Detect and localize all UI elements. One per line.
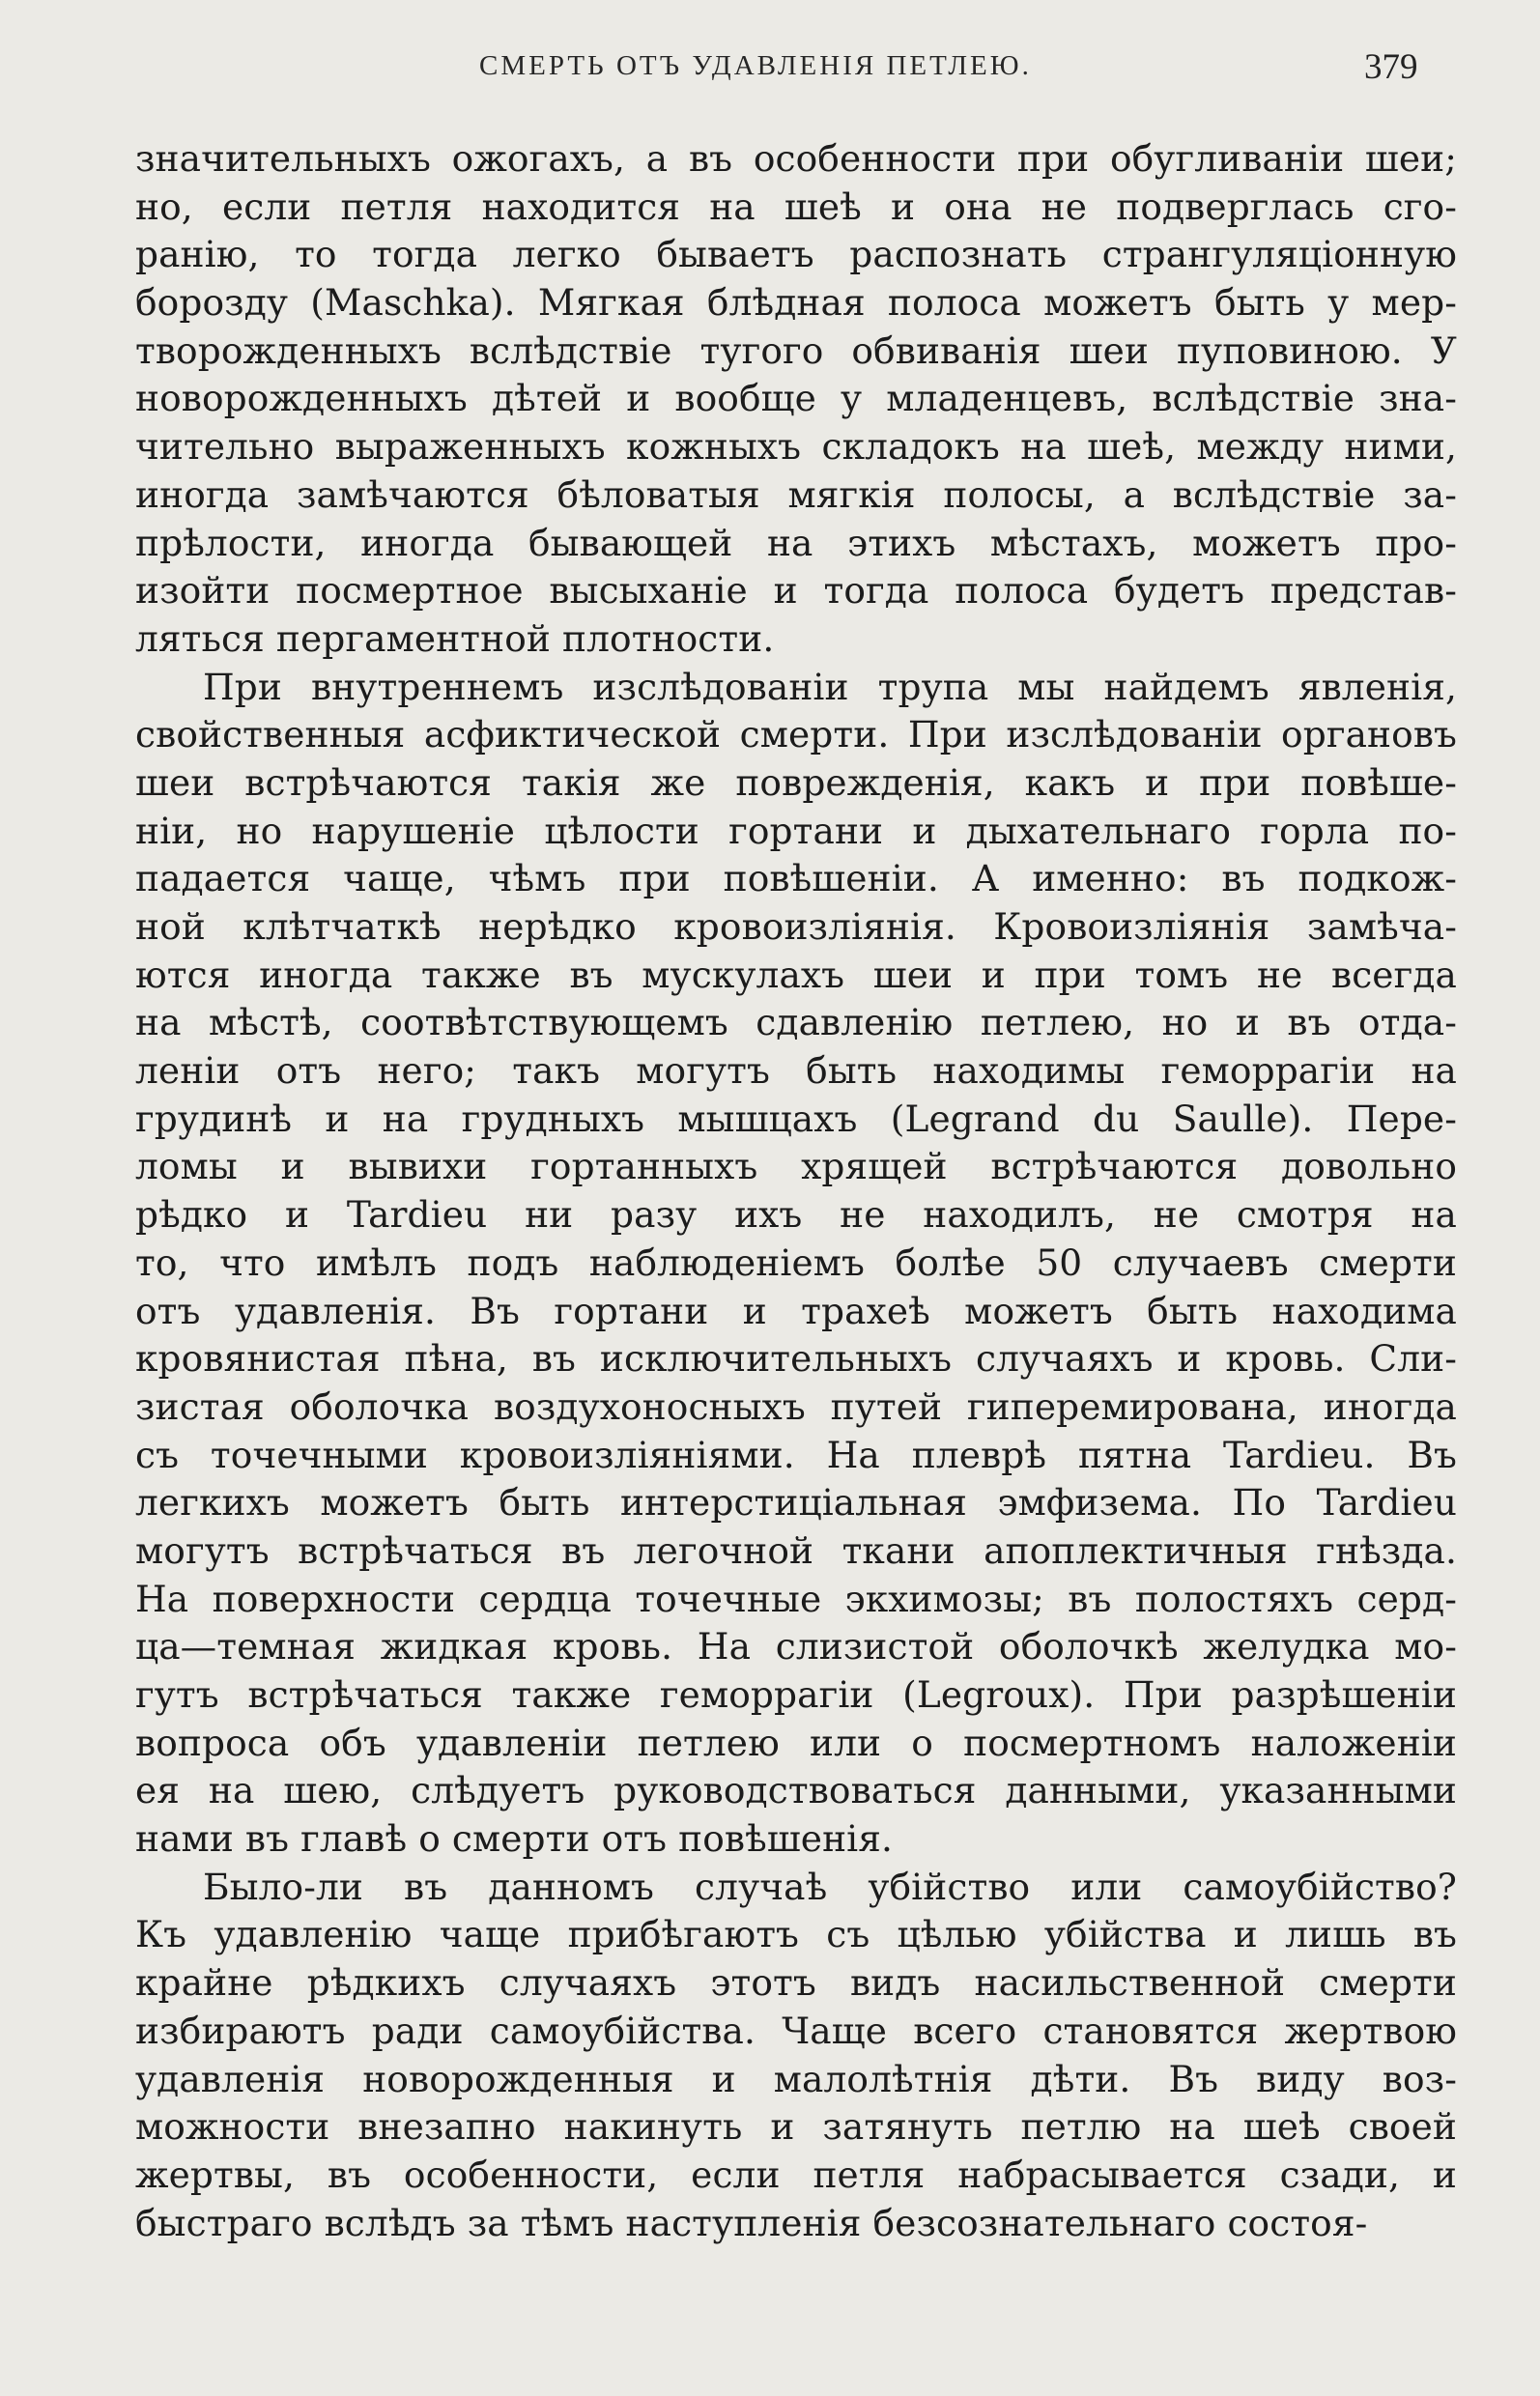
text-line: гутъ встрѣчаться также геморрагіи (Legroux). При разрѣшеніи [135, 1673, 1457, 1716]
text-line: рѣдко и Tardieu ни разу ихъ не находилъ, не смотря на [135, 1193, 1457, 1237]
text-line: жертвы, въ особенности, если петля набрасывается сзади, и [135, 2153, 1457, 2196]
text-line: то, что имѣлъ подъ наблюденіемъ болѣе 50 случаевъ смерти [135, 1241, 1457, 1284]
text-line: но, если петля находится на шеѣ и она не подверглась сго- [135, 185, 1457, 228]
text-line: На поверхности сердца точечные экхимозы; въ полостяхъ серд- [135, 1577, 1457, 1620]
text-line: шеи встрѣчаются такія же поврежденія, какъ и при повѣше- [135, 760, 1457, 804]
text-line: иногда замѣчаются бѣловатыя мягкія полосы, а вслѣдствіе за- [135, 472, 1457, 516]
text-line: ной клѣтчаткѣ нерѣдко кровоизліянія. Кровоизліянія замѣча- [135, 905, 1457, 948]
running-head-title: СМЕРТЬ ОТЪ УДАВЛЕНІЯ ПЕТЛЕЮ. [479, 50, 1032, 81]
running-head [0, 46, 1540, 95]
text-line: ца—темная жидкая кровь. На слизистой оболочкѣ желудка мо- [135, 1625, 1457, 1669]
text-line: значительныхъ ожогахъ, а въ особенности при обугливаніи шеи; [135, 137, 1457, 180]
page-number: 379 [1364, 47, 1418, 87]
text-line: ранію, то тогда легко бываетъ распознать странгуляціонную [135, 233, 1457, 276]
paragraph [135, 1864, 1457, 2248]
text-line: Къ удавленію чаще прибѣгаютъ съ цѣлью убійства и лишь въ [135, 1913, 1457, 1956]
text-line: чительно выраженныхъ кожныхъ складокъ на шеѣ, между ними, [135, 425, 1457, 469]
text-line: леніи отъ него; такъ могутъ быть находимы геморрагіи на [135, 1049, 1457, 1093]
text-line: новорожденныхъ дѣтей и вообще у младенцевъ, вслѣдствіе зна- [135, 377, 1457, 420]
text-line: грудинѣ и на грудныхъ мышцахъ (Legrand du Saulle). Пере- [135, 1097, 1457, 1140]
text-line: ляться пергаментной плотности. [135, 616, 775, 660]
text-line: борозду (Maschka). Мягкая блѣдная полоса можетъ быть у мер- [135, 281, 1457, 325]
text-line: кровянистая пѣна, въ исключительныхъ случаяхъ и кровь. Сли- [135, 1337, 1457, 1381]
text-line: съ точечными кровоизліяніями. На плеврѣ пятна Tardieu. Въ [135, 1433, 1457, 1476]
text-line: ея на шею, слѣдуетъ руководствоваться данными, указанными [135, 1769, 1457, 1812]
text-line: свойственныя асфиктической смерти. При изслѣдованіи органовъ [135, 713, 1457, 756]
text-line: удавленія новорожденныя и малолѣтнія дѣти. Въ виду воз- [135, 2057, 1457, 2100]
text-line: ломы и вывихи гортанныхъ хрящей встрѣчаются довольно [135, 1145, 1457, 1188]
text-line: ются иногда также въ мускулахъ шеи и при томъ не всегда [135, 953, 1457, 996]
text-line: легкихъ можетъ быть интерстиціальная эмфизема. По Tardieu [135, 1481, 1457, 1525]
paragraph [135, 135, 1457, 664]
text-line: творожденныхъ вслѣдствіе тугого обвиванія шеи пуповиною. У [135, 328, 1457, 372]
text-line: избираютъ ради самоубійства. Чаще всего становятся жертвою [135, 2009, 1457, 2052]
text-line: зистая оболочка воздухоносныхъ путей гиперемирована, иногда [135, 1384, 1457, 1428]
text-line: можности внезапно накинуть и затянуть петлю на шеѣ своей [135, 2105, 1457, 2149]
body-text [135, 135, 1457, 2357]
text-line: изойти посмертное высыханіе и тогда полоса будетъ представ- [135, 569, 1457, 613]
text-line: При внутреннемъ изслѣдованіи трупа мы найдемъ явленія, [203, 665, 1457, 708]
text-line: падается чаще, чѣмъ при повѣшеніи. А именно: въ подкож- [135, 857, 1457, 900]
text-line: Было-ли въ данномъ случаѣ убійство или самоубійство? [203, 1865, 1457, 1908]
text-line: отъ удавленія. Въ гортани и трахеѣ можетъ быть находима [135, 1289, 1457, 1332]
text-line: прѣлости, иногда бывающей на этихъ мѣстахъ, можетъ про- [135, 521, 1457, 564]
paragraph [135, 664, 1457, 1864]
text-line: вопроса объ удавленіи петлею или о посмертномъ наложеніи [135, 1721, 1457, 1764]
text-line: быстраго вслѣдъ за тѣмъ наступленія безсознательнаго состоя- [135, 2201, 1368, 2244]
text-line: на мѣстѣ, соотвѣтствующемъ сдавленію петлею, но и въ отда- [135, 1001, 1457, 1044]
text-line: нами въ главѣ о смерти отъ повѣшенія. [135, 1817, 894, 1861]
text-line: крайне рѣдкихъ случаяхъ этотъ видъ насильственной смерти [135, 1961, 1457, 2005]
text-line: могутъ встрѣчаться въ легочной ткани апоплектичныя гнѣзда. [135, 1528, 1457, 1572]
text-line: ніи, но нарушеніе цѣлости гортани и дыхательнаго горла по- [135, 809, 1457, 852]
